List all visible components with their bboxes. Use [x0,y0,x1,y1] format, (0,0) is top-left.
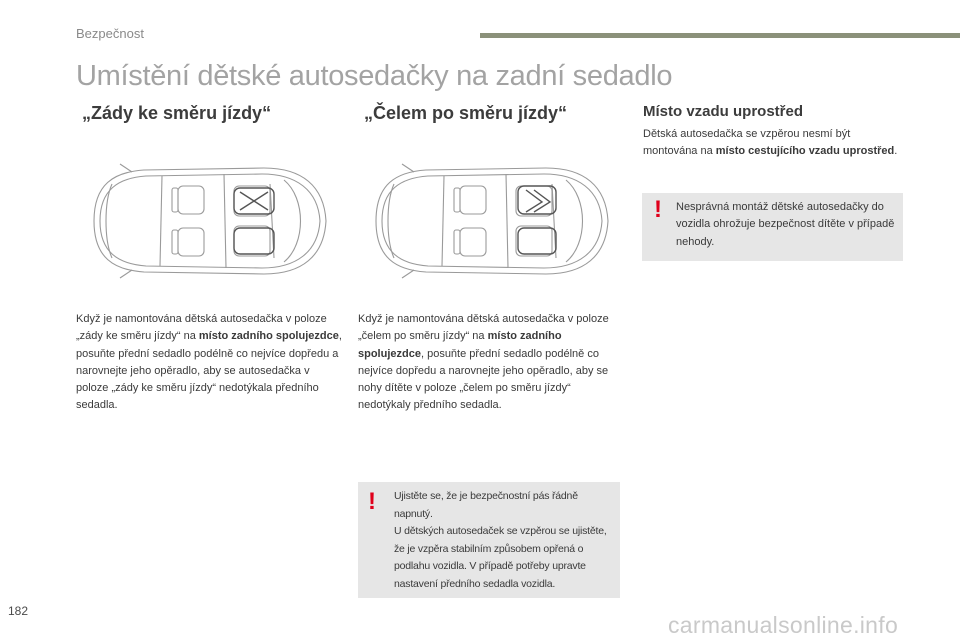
car-top-view-illustration [74,162,336,280]
text-part: Když je namontována dětská autosedačka v poloze „zády ke směru jízdy“ na [76,313,327,343]
text-part: Když je namontována dětská autosedačka v poloze „čelem po směru jízdy“ na [358,313,609,343]
exclamation-icon: ! [654,196,662,223]
text-part: , posuňte přední sedadlo podélně co nejvíce dopředu a narovnejte jeho opěradlo, aby se nohy dítěte v poloze „čelem po směru jízdy“ nedotýkaly předního sedadla. [358,347,609,412]
warning-line: Ujistěte se, že je bezpečnostní pás řádně napnutý. [394,490,578,520]
heading-rear-facing: „Zády ke směru jízdy“ [82,103,272,123]
warning-line: U dětských autosedaček se vzpěrou se ujistěte, že je vzpěra stabilním způsobem opřená o podlahu vozidla. V případě potřeby upravte nastavení předního sedadla vozidla. [394,525,607,590]
watermark: carmanualsonline.info [668,612,899,638]
car-top-view-illustration [356,162,618,280]
section-label: Bezpečnost [76,26,144,41]
header-accent-bar [480,33,960,38]
warning-box-seatbelt [358,482,620,598]
page-title: Umístění dětské autosedačky na zadní sedadlo [76,60,673,92]
page-number: 182 [8,604,29,618]
text-bold: místo cestujícího vzadu uprostřed [715,145,895,158]
exclamation-icon: ! [368,488,376,515]
heading-forward-facing: „Čelem po směru jízdy“ [364,103,568,123]
warning-text [394,488,616,593]
warning-box-installation [642,193,903,261]
paragraph-rear-facing [76,311,342,415]
paragraph-rear-middle [643,126,898,161]
text-part: , posuňte přední sedadlo podélně co nejvíce dopředu a narovnejte jeho opěradlo, aby se autosedačka v poloze „zády ke směru jízdy“ nedotýkala předního sedadla. [76,330,342,412]
text-bold: místo zadního spolujezdce [198,330,339,343]
text-part: Dětská autosedačka se vzpěrou nesmí být montována na [643,128,851,158]
paragraph-forward-facing [358,311,624,415]
heading-rear-middle: Místo vzadu uprostřed [643,103,804,120]
text-part: . [894,145,898,158]
warning-text: Nesprávná montáž dětské autosedačky do vozidla ohrožuje bezpečnost dítěte v případě nehody. [676,201,895,248]
text-bold: místo zadního spolujezdce [358,330,562,360]
